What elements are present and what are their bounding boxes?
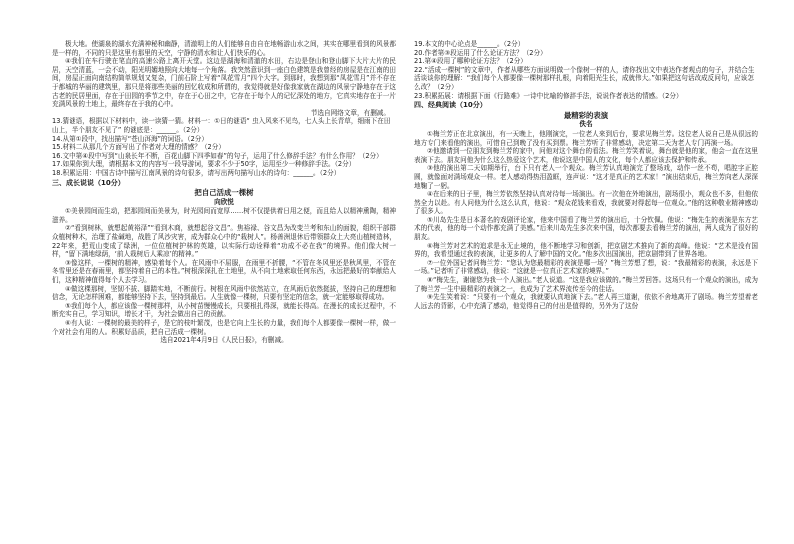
passage-paragraph: ⑤川岛先生是日本著名的戏剧评论家，他来中国看了梅兰芳的演出后，十分钦佩。他说：“梅先生的表演是东方艺术的代表，他的每一个动作都充满了美感。”后来川岛先生多次来中国，每次都要去看梅兰芳的演出，两人成为了很好的朋友。 [414, 215, 758, 242]
passage-source: 节选自网络文章，有删减。 [310, 108, 390, 117]
passage-paragraph: ④在后来的日子里，梅兰芳依然坚持认真对待每一场演出。有一次他在外地演出，剧场很小，观众也不多，但他依然全力以赴。有人问他为什么这么认真，他说：“观众花钱来看戏，我就要对得起每一位观众。”他的这种敬业精神感动了很多人。 [414, 190, 758, 216]
question-item: 15.材料二从那几个方面写出了作者对大理的情感？（2分） [52, 143, 225, 152]
essay-3-title: 最精彩的表演 [563, 110, 609, 120]
section-heading-3: 三、成长说说（10分） [52, 178, 125, 187]
passage-paragraph: ③他的演出第二天如期举行，台下只有老人一个观众。梅兰芳认真地演完了整场戏，动作一丝不苟，唱腔字正腔圆，就像面对满场观众一样。老人感动得热泪盈眶，连声说：“这才是真正的艺术家！”演出结束后，梅兰芳向老人深深地鞠了一躬。 [414, 164, 758, 190]
passage-paragraph: ①梅兰芳正在北京演出，有一天晚上，他刚演完，一位老人来到后台，要求见梅兰芳。这位老人说自己是从很远的地方专门来看他的演出，可惜自己到晚了没有买到票。梅兰芳听了非常感动，决定第二天为老人专门再演一场。 [414, 129, 758, 147]
passage-paragraph: ⑦一位外国记者问梅兰芳：“您认为您最精彩的表演是哪一场？”梅兰芳想了想，说：“我最精彩的表演，永远是下一场。”记者听了非常感动，他说：“这就是一位真正艺术家的境界。” [414, 258, 758, 276]
essay-2-title: 把自己活成一棵树 [194, 188, 254, 198]
question-item: 23.积累拓展：请根据下面《行路难》一诗中比喻的修辞手法，说说作者表达的情感。（2分） [414, 91, 683, 100]
left-column [52, 40, 396, 345]
question-item: 13.猜谜语，根据以下材料中，读一读猜一猜。材料一：①日的谜语“ 虫入风来不见鸟，七人头上长青草，细雨下在田山上，半个朋友不见了” 的谜底是：______。（2分） [52, 117, 391, 134]
question-item: 22.“活成一棵树”的文章中，作者从哪些方面说明做一个像树一样的人，请你找出文中表达作者观点的句子，并结合生活谈谈你的理解：“我们每个人都要像一棵树那样扎根，向着阳光生长，成就伟大。”如果把这句话改成反问句，应该怎么改？（2分） [414, 65, 755, 91]
question-list-13-18 [52, 117, 396, 177]
passage-paragraph: ⑤我们每个人，都应该像一棵树那样，从小树苗慢慢成长，只要根扎得深，就能长得高。在漫长的成长过程中，不断充实自己，学习知识，增长才干，为社会做出自己的贡献。 [52, 301, 396, 319]
passage-paragraph: ③像这样，一棵树的精神，感染着每个人。在风雨中不屈服，在雨里不折腰，“不管在冬风里还是秋风里，不管在冬雪里还是在春雨里，都坚持着自己的本性。”树根深深扎在土地里，从不向土地索取任何东西，永远把最好的奉献给人们，这种精神值得每个人去学习。 [52, 258, 396, 285]
passage-paragraph: ④做这棵那树，坚韧不拔、脚踏实地，不断前行。树根在风雨中依然站立，在风雨后依然挺拔，坚持自己的理想和信念，无论怎样困难，都能够坚持下去，坚持到最后。人生就像一棵树，只要有坚定的信念，就一定能够取得成功。 [52, 284, 396, 302]
question-item: 17.如果你到大理，请根据本文的内容写一段导游词，要求不少于50字，运用至少一种修辞手法。（2分） [52, 160, 356, 169]
question-item: 20.作者第③段运用了什么论证方法？（2分） [414, 48, 547, 57]
essay-2-body [52, 207, 396, 336]
section-heading-4: 四、经典阅读（10分） [414, 101, 487, 110]
question-item: 18.积累运用：中国古诗中描写江南风景的诗句很多，请写出两句描写山水的诗句：______。（2分） [52, 168, 341, 177]
passage-paragraph: ①美景园间而生动，把那园间而美景为，时光园间而宽厚……树不仅提供着日用之便，而且给人以精神熏陶，精神滋养。 [52, 207, 396, 224]
passage-paragraph: ⑨先生笑着说：“只要有一个观众，我就要认真地演下去。”老人再三道谢，依依不舍地离开了剧场。梅兰芳望着老人远去的背影，心中充满了感动，他觉得自己的付出是值得的，另外为了这份 [414, 293, 758, 310]
question-item: 14.从第①段中，找出描写“苍山洱海”的词语。（2分） [52, 134, 208, 143]
question-item: 21.第④段用了哪种论证方法？（2分） [414, 57, 527, 66]
right-column [414, 40, 758, 310]
essay-2-author: 向欣悦 [214, 197, 234, 206]
question-list-19-23 [414, 40, 758, 100]
passage-paragraph: ②他邀请到一位朋友到梅兰芳的家中，问他对这个舞台的看法。梅兰芳笑着说，舞台就是他的家，他会一直在这里表演下去。朋友问他为什么这么热爱这个艺术，他说这是中国人的文化，每个人都应该去保护和传承。 [414, 147, 758, 164]
passage-paragraph: ⑥有人说：一棵树的最美的样子，是它的枝叶繁茂，也是它向上生长的力量，我们每个人都要像一棵树一样，做一个对社会有用的人。积累好品质，把自己活成一棵树。 [52, 319, 396, 336]
passage-paragraph: ④我们在车行驶在笔直的高速公路上离开天堂。这边是湖海和清澈的水田，右边是登山和登山脚下大片大片的民居，天空清蓝，一会不动，阳光明媚地照向大地每一个角落。我突然意识到一座白色建筑是我曾经的房屋是在江南的田间，房屋正面向南结构简单规划又复杂，门前石阶上写着“凤花雪月”四个大字。到那时，我想到那“凤花雪月”并不存在于都城的华丽的建筑里，那只是将那些美丽的回忆收成和所谓的，我觉得就是好像我家就在湖边的风景宁静地存在于这古老的民居里面，存在于田园的季节之中，存在于心田之中，它存在于每个人的记忆深处的地方，它真实地存在于一片充满风景的土地上，最终存在于我的心中。 [52, 57, 396, 109]
question-item: 16.文中第④段中写到“山泉长年不断，百花山脚下四季如春”的句子，运用了什么修辞手法？有什么作用？（2分） [52, 151, 383, 160]
essay-3-author: 佚名 [579, 120, 593, 129]
essay-3-body [414, 130, 758, 310]
question-item: 19.本文的中心论点是______。（2分） [414, 40, 525, 48]
passage-paragraph: ⑧“梅先生，谢谢您为我一个人演出。”老人说道。“这是我应该做的。”梅兰芳回答。这场只有一个观众的演出，成为了梅兰芳一生中最精彩的表演之一，也成为了艺术界流传至今的佳话。 [414, 276, 758, 293]
passage-paragraph: 极大地。使湖泉的湖水充满神秘和幽静，清澈明上的人们能够自由自在地畅游山水之间，其实在哪里看到的风景都是一样的，不同的只是这里有那里的天空，宁静的清水和让人们快乐的心。 [52, 40, 396, 57]
essay-2-source: 选自2021年4月9日《人民日报》，有删减。 [160, 336, 288, 345]
reading-passage-1-tail [52, 40, 396, 117]
passage-paragraph: ⑥梅兰芳对艺术的追求是永无止境的，他不断地学习和创新，把京剧艺术推向了新的高峰。他说：“艺术是没有国界的，我希望通过我的表演，让更多的人了解中国的文化。”他多次出国演出，把京剧带到了世界各地。 [414, 241, 758, 259]
passage-paragraph: ②“看到树林，就想起黄裕泽”“看到木商，就想起谷文昌”。焦裕禄、谷文昌为改变兰考和东山的面貌，组织干部群众植树种木，治理了盐碱地，战胜了风沙灾害，成为群众心中的“栽树人”。杨善洲退休后带领群众上大亮山植树造林，22年来，把荒山变成了绿洲，一位位植树护林的英雄，以实际行动诠释着“功成不必在我”的境界。他们像大树一样，“留下满地绿荫，‘前人栽树后人乘凉’的精神。” [52, 224, 396, 259]
